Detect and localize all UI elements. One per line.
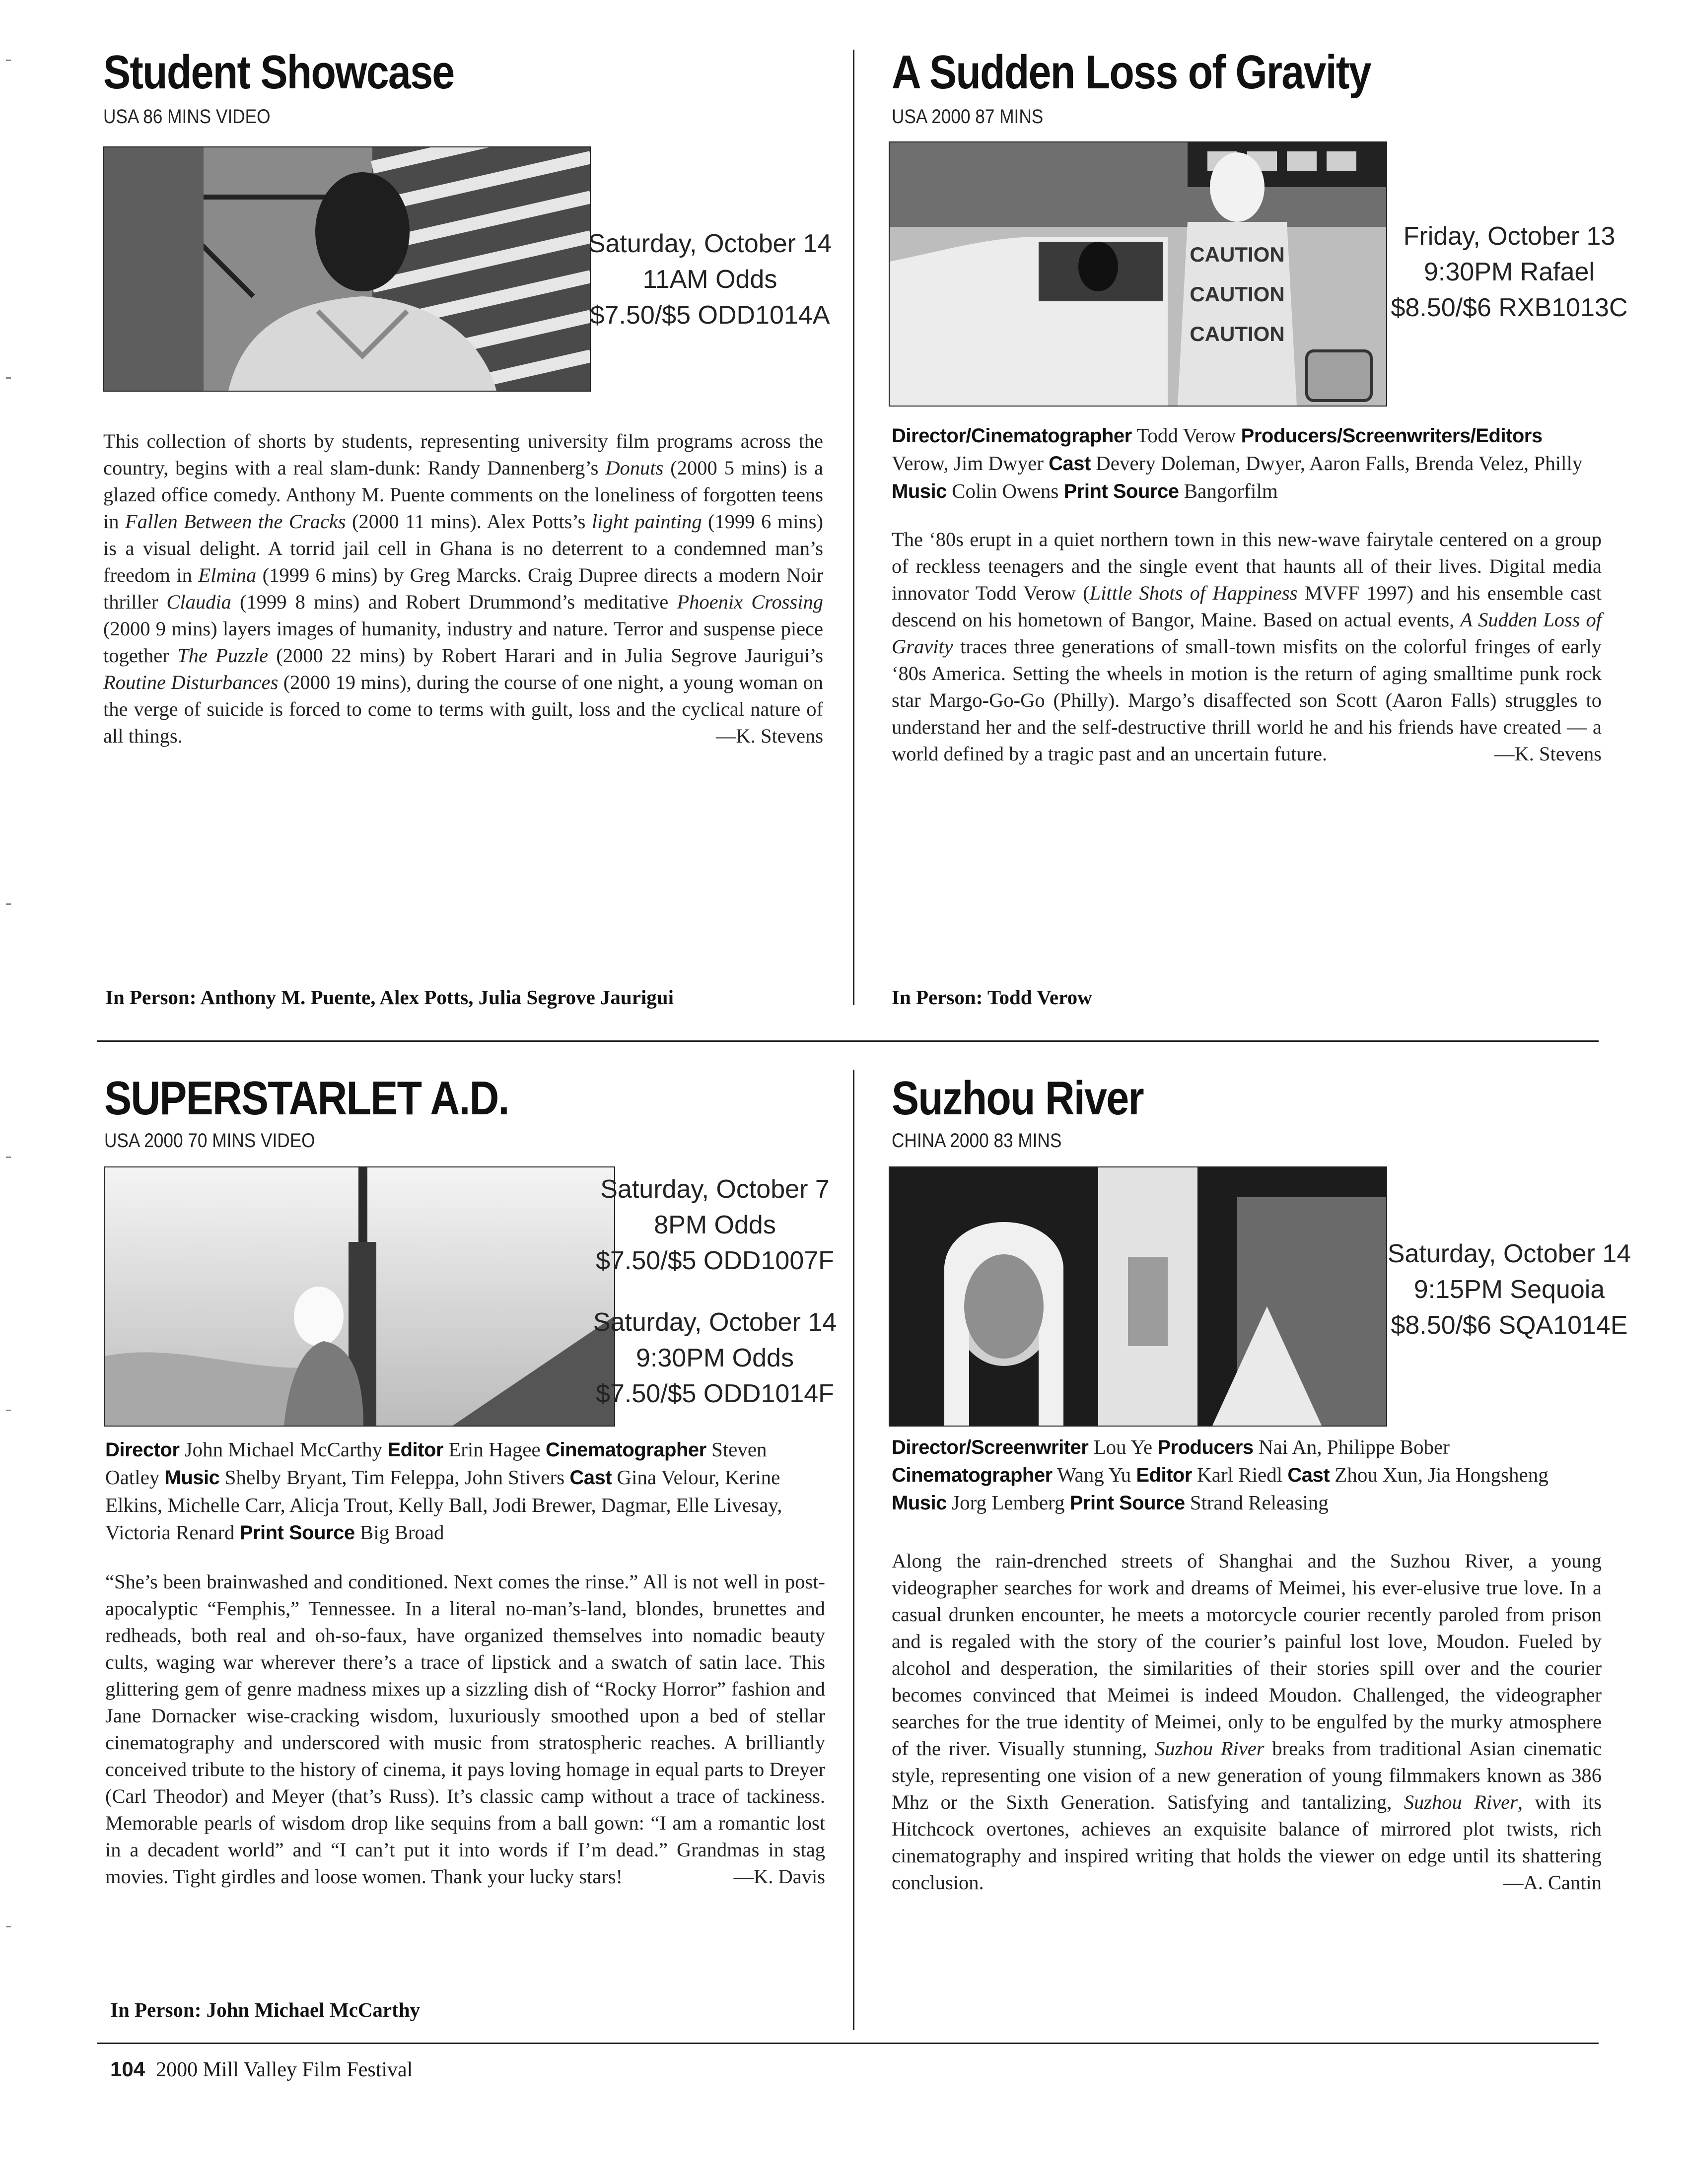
column-divider-top: [853, 50, 854, 1005]
screening-time-venue: 9:30PM Rafael: [1424, 258, 1595, 286]
margin-mark: [6, 1157, 11, 1158]
svg-text:CAUTION: CAUTION: [1190, 282, 1285, 306]
screening-date: Saturday, October 14: [1387, 1239, 1631, 1268]
film-still-photo: [889, 1166, 1387, 1427]
margin-mark: [6, 377, 11, 379]
screening-date: Saturday, October 14: [593, 1308, 837, 1337]
film-description: This collection of shorts by students, representing university film programs across the country, begins with a real slam-dunk: Randy Dannenberg’s Donuts (2000 5 mins) is a glazed office comedy. Anthony M. Puente comments on the loneliness of forgotten teens in Fallen Between the Cracks (2000 11 mins). Alex Potts’s light painting (1999 6 mins) is a visual delight. A torrid jail cell in Ghana is no deterrent to a condemned man’s freedom in Elmina (1999 6 mins) by Greg Marcks. Craig Dupree directs a modern Noir thriller Claudia (1999 8 mins) and Robert Drummond’s meditative Phoenix Crossing (2000 9 mins) layers images of humanity, industry and nature. Terror and suspense piece together The Puzzle (2000 22 mins) by Robert Harari and in Julia Segrove Jaurigui’s Routine Disturbances (2000 19 mins), during the course of one night, a young woman on the verge of suicide is forced to come to terms with guilt, loss and the cyclical nature of all things. —K. Stevens: [103, 428, 823, 750]
in-person-guests: In Person: John Michael McCarthy: [110, 1998, 421, 2021]
film-description: Along the rain-drenched streets of Shanghai and the Suzhou River, a young videographer searches for work and dreams of Meimei, his ever-elusive true love. In a casual drunken encounter, he meets a motorcycle courier recently paroled from prison and is regaled with the story of the courier’s painful lost love, Moudon. Fueled by alcohol and desperation, the similarities of their stories spill over and the courier becomes convinced that Meimei is indeed Moudon. Challenged, the videographer searches for the true identity of Meimei, only to be engulfed by the murky atmosphere of the river. Visually stunning, Suzhou River breaks from traditional Asian cinematic style, representing one vision of a new generation of young filmmakers known as 386 Mhz or the Sixth Generation. Satisfying and tantalizing, Suzhou River, with its Hitchcock overtones, achieves an exquisite balance of mirrored plot twists, rich cinematography and inspired writing that holds the viewer on edge until its shattering conclusion. —A. Cantin: [892, 1548, 1602, 1896]
film-credits: Director John Michael McCarthy Editor Erin Hagee Cinematographer Steven Oatley Music Shelby Bryant, Tim Feleppa, John Stivers Cast Gina Velour, Kerine Elkins, Michelle Carr, Alicja Trout, Kelly Ball, Jodi Brewer, Dagmar, Elle Livesay, Victoria Renard Print Source Big Broad: [105, 1438, 782, 1544]
review-byline: —K. Davis: [733, 1865, 825, 1888]
film-credits: Director/Cinematographer Todd Verow Producers/Screenwriters/Editors Verow, Jim Dwyer Cast Devery Doleman, Dwyer, Aaron Falls, Brenda Velez, Philly Music Colin Owens Print Source Bangorfilm: [892, 424, 1583, 502]
footer-rule: [97, 2043, 1599, 2044]
screening-schedule: [581, 226, 839, 333]
svg-text:CAUTION: CAUTION: [1190, 322, 1285, 345]
film-still-photo: [103, 146, 591, 392]
film-description: “She’s been brainwashed and conditioned. Next comes the rinse.” All is not well in post-apocalyptic “Femphis,” Tennessee. In a literal no-man’s-land, blondes, brunettes and redheads, both real and oh-so-faux, have organized themselves into nomadic beauty cults, waging war wherever there’s a trace of lipstick and a swatch of satin lace. This glittering gem of genre madness mixes up a sizzling dish of “Rocky Horror” fashion and Jane Dornacker wise-cracking wisdom, luxuriously smoothed upon a bed of stellar cinematography and underscored with music from stratospheric reaches. A brilliantly conceived tribute to the history of cinema, it pays loving homage in equal parts to Dreyer (Carl Theodor) and Meyer (that’s Russ). It’s classic camp without a trace of tackiness. Memorable pearls of wisdom drop like sequins from a ball gown: “I am a romantic lost in a decadent world” and “I can’t put it into words if I’m dead.” Grandmas in stag movies. Tight girdles and loose women. Thank your lucky stars! —K. Davis: [105, 1569, 825, 1890]
screening-price-code: $7.50/$5 ODD1014F: [596, 1379, 834, 1408]
margin-mark: [6, 1926, 11, 1927]
film-meta: CHINA 2000 83 MINS: [892, 1130, 1062, 1152]
screening-date: Friday, October 13: [1403, 222, 1616, 251]
screening-time-venue: 9:15PM Sequoia: [1413, 1275, 1605, 1304]
screening-time-venue: 8PM Odds: [654, 1211, 776, 1239]
screening-schedule: [1370, 218, 1648, 326]
screening-date: Saturday, October 14: [588, 229, 832, 258]
publication-name: 2000 Mill Valley Film Festival: [156, 2058, 413, 2081]
screening-schedule: [586, 1171, 844, 1412]
in-person-guests: In Person: Anthony M. Puente, Alex Potts, Julia Segrove Jaurigui: [105, 986, 674, 1009]
film-still-photo: [889, 141, 1387, 407]
film-title: SUPERSTARLET A.D.: [104, 1072, 509, 1125]
film-title: Suzhou River: [892, 1072, 1143, 1125]
film-meta: USA 2000 87 MINS: [892, 106, 1044, 128]
margin-mark: [6, 60, 11, 61]
film-still-photo: [104, 1166, 615, 1427]
screening-price-code: $8.50/$6 RXB1013C: [1391, 293, 1628, 322]
film-title: Student Showcase: [103, 46, 454, 99]
film-description: The ‘80s erupt in a quiet northern town in this new-wave fairytale centered on a group of reckless teenagers and the single event that haunts all of their lives. Digital media innovator Todd Verow (Little Shots of Happiness MVFF 1997) and his ensemble cast descend on his hometown of Bangor, Maine. Based on actual events, A Sudden Loss of Gravity traces three generations of small-town misfits on the colorful fringes of early ‘80s America. Setting the wheels in motion is the return of aging smalltime punk rock star Margo-Go-Go (Philly). Margo’s disaffected son Scott (Aaron Falls) struggles to understand her and the self-destructive thrill world he and his friends have created — a world defined by a tragic past and an uncertain future. —K. Stevens: [892, 526, 1602, 767]
page-footer: [110, 2057, 413, 2082]
film-title: A Sudden Loss of Gravity: [892, 46, 1371, 99]
screening-schedule: [1370, 1236, 1648, 1343]
review-byline: —K. Stevens: [1494, 743, 1602, 765]
page-number: 104: [110, 2057, 145, 2081]
review-byline: —A. Cantin: [1503, 1871, 1602, 1894]
margin-mark: [6, 903, 11, 905]
margin-mark: [6, 1410, 11, 1411]
screening-date: Saturday, October 7: [600, 1175, 830, 1204]
screening-time-venue: 9:30PM Odds: [636, 1344, 794, 1372]
column-divider-bottom: [853, 1070, 854, 2030]
photo-caution-text: CAUTION: [1190, 243, 1285, 266]
film-meta: USA 2000 70 MINS VIDEO: [104, 1130, 315, 1152]
film-meta: USA 86 MINS VIDEO: [103, 106, 271, 128]
row-divider: [97, 1040, 1599, 1042]
screening-price-code: $8.50/$6 SQA1014E: [1391, 1311, 1628, 1340]
screening-time-venue: 11AM Odds: [642, 265, 777, 294]
in-person-guests: In Person: Todd Verow: [892, 986, 1092, 1009]
film-credits: Director/Screenwriter Lou Ye Producers Nai An, Philippe Bober Cinematographer Wang Yu Editor Karl Riedl Cast Zhou Xun, Jia Hongsheng Music Jorg Lemberg Print Source Strand Releasing: [892, 1435, 1548, 1514]
screening-price-code: $7.50/$5 ODD1014A: [590, 301, 830, 330]
review-byline: —K. Stevens: [716, 725, 823, 747]
screening-price-code: $7.50/$5 ODD1007F: [596, 1246, 834, 1275]
